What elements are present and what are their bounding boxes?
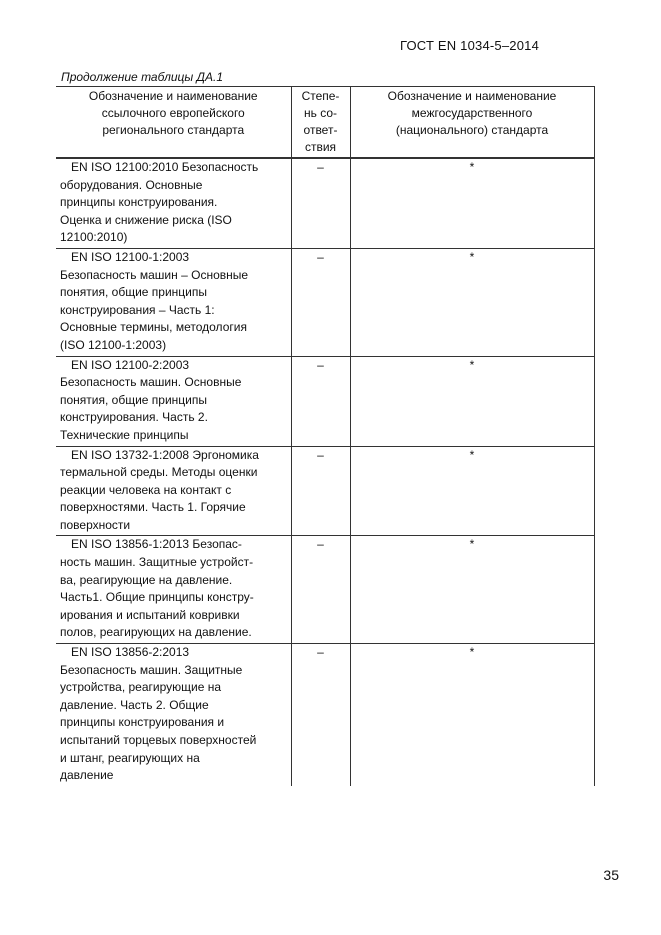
degree-cell: – xyxy=(291,644,350,786)
cell-line: понятия, общие принципы xyxy=(60,285,207,300)
cell-line: конструирования – Часть 1: xyxy=(60,302,215,317)
header-interstate-standard xyxy=(350,87,594,159)
header-european-standard xyxy=(56,87,291,159)
cell-line: Часть1. Общие принципы констру- xyxy=(60,590,254,605)
european-standard-cell xyxy=(56,158,291,248)
cell-line: EN ISO 12100-2:2003 xyxy=(71,357,190,372)
cell-line: принципы конструирования. xyxy=(60,195,218,210)
cell-line: ность машин. Защитные устройст- xyxy=(60,555,254,570)
header-line: ответ- xyxy=(303,123,338,137)
interstate-standard-cell: * xyxy=(350,356,594,446)
table-row xyxy=(56,644,594,786)
cell-line: испытаний торцевых поверхностей xyxy=(60,733,257,747)
header-line: ствия xyxy=(304,140,337,154)
table-row xyxy=(56,536,594,644)
header-line: межгосударственного xyxy=(411,106,533,120)
interstate-standard-cell: * xyxy=(350,446,594,536)
cell-line: EN ISO 12100-1:2003 xyxy=(71,249,190,264)
degree-cell: – xyxy=(291,248,350,356)
cell-line: Технические принципы xyxy=(60,427,189,442)
european-standard-cell xyxy=(56,446,291,536)
cell-line: конструирования. Часть 2. xyxy=(60,410,208,425)
table-row xyxy=(56,356,594,446)
cell-line: Безопасность машин. Основные xyxy=(60,375,242,390)
cell-line: полов, реагирующих на давление. xyxy=(60,625,252,640)
cell-line: устройства, реагирующие на xyxy=(60,680,222,695)
interstate-standard-cell: * xyxy=(350,248,594,356)
european-standard-cell xyxy=(56,536,291,644)
document-code: ГОСТ EN 1034-5–2014 xyxy=(399,38,539,53)
header-line: Обозначение и наименование xyxy=(387,89,557,103)
european-standard-cell xyxy=(56,356,291,446)
cell-line: поверхности xyxy=(60,517,131,532)
european-standard-cell xyxy=(56,248,291,356)
cell-line: и штанг, реагирующих на xyxy=(60,750,200,765)
interstate-standard-cell: * xyxy=(350,644,594,786)
header-line: Степе- xyxy=(301,89,340,103)
cell-line: Основные термины, методология xyxy=(60,320,247,335)
header-line: (национального) стандарта xyxy=(395,123,549,137)
cell-line: оборудования. Основные xyxy=(60,177,203,192)
cell-line: EN ISO 13732-1:2008 Эргономика xyxy=(71,447,259,462)
header-degree-of-correspondence xyxy=(291,87,350,159)
reference-standards-table xyxy=(56,86,595,786)
interstate-standard-cell: * xyxy=(350,158,594,248)
european-standard-cell xyxy=(56,644,291,786)
cell-line: Безопасность машин – Основные xyxy=(60,267,249,282)
cell-line: поверхностями. Часть 1. Горячие xyxy=(60,500,246,515)
header-line: регионального стандарта xyxy=(102,123,245,137)
degree-cell: – xyxy=(291,158,350,248)
cell-line: EN ISO 13856-1:2013 Безопас- xyxy=(71,537,242,552)
cell-line: понятия, общие принципы xyxy=(60,392,207,407)
cell-line: давление xyxy=(60,768,114,783)
table-row xyxy=(56,158,594,248)
interstate-standard-cell: * xyxy=(350,536,594,644)
cell-line: ирования и испытаний ковривки xyxy=(60,607,240,622)
table-header-row xyxy=(56,87,594,159)
cell-line: Оценка и снижение риска (ISO xyxy=(60,212,232,227)
header-line: Обозначение и наименование xyxy=(88,89,258,103)
cell-line: принципы конструирования и xyxy=(60,715,225,730)
cell-line: Безопасность машин. Защитные xyxy=(60,662,243,677)
cell-line: EN ISO 13856-2:2013 xyxy=(71,645,190,660)
degree-cell: – xyxy=(291,536,350,644)
degree-cell: – xyxy=(291,356,350,446)
cell-line: EN ISO 12100:2010 Безопасность xyxy=(71,160,259,174)
table-row xyxy=(56,248,594,356)
cell-line: давление. Часть 2. Общие xyxy=(60,697,209,712)
cell-line: реакции человека на контакт с xyxy=(60,482,232,497)
header-line: ссылочного европейского xyxy=(101,106,245,120)
degree-cell: – xyxy=(291,446,350,536)
cell-line: ва, реагирующие на давление. xyxy=(60,572,233,587)
table-row xyxy=(56,446,594,536)
page-number: 35 xyxy=(603,867,619,883)
cell-line: 12100:2010) xyxy=(60,230,128,245)
header-line: нь со- xyxy=(303,106,338,120)
cell-line: (ISO 12100-1:2003) xyxy=(60,337,167,352)
cell-line: термальной среды. Методы оценки xyxy=(60,465,258,480)
table-continuation-caption: Продолжение таблицы ДА.1 xyxy=(61,70,224,84)
